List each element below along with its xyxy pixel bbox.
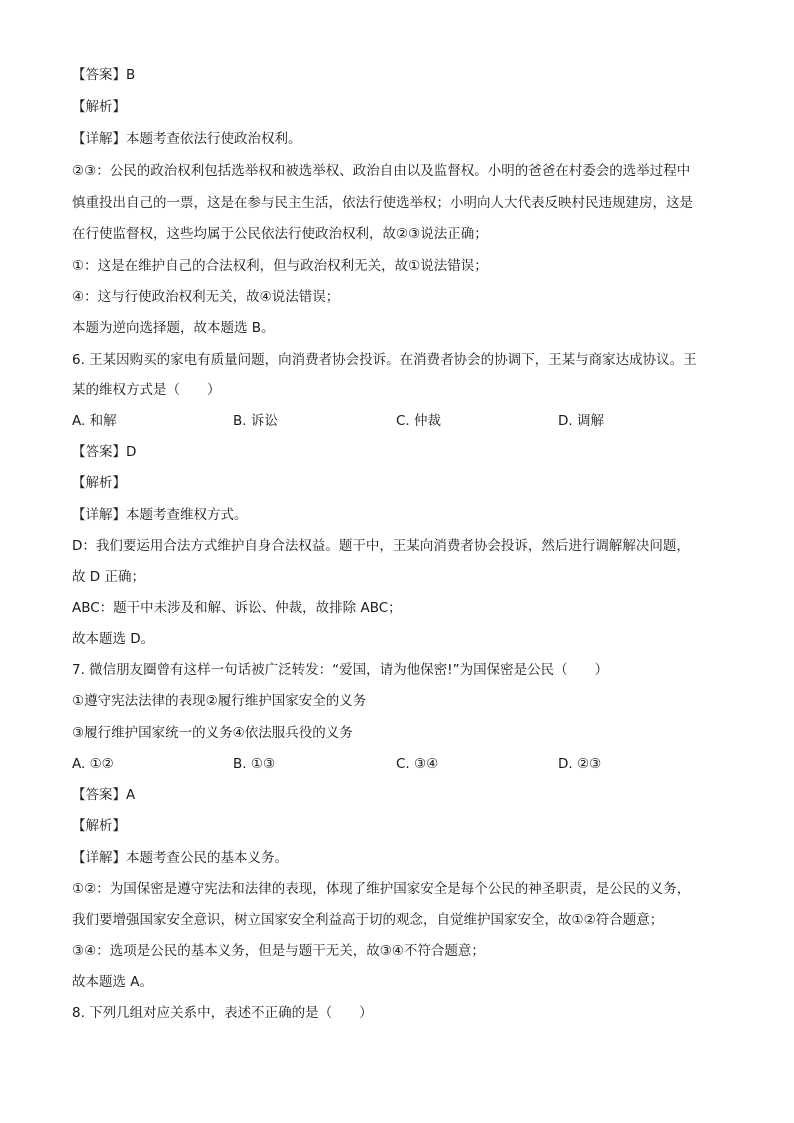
q6-detail: 【详解】本题考查维权方式。 [72, 507, 248, 523]
q7-stem: 7. 微信朋友圈曾有这样一句话被广泛转发：“爱国，请为他保密!”为国保密是公民（ ） [72, 662, 609, 678]
q6-paragraph-line: D：我们要运用合法方式维护自身合法权益。题干中，王某向消费者协会投诉，然后进行调解解决问题， [72, 538, 690, 554]
q6-option-a: A. 和解 [72, 413, 117, 429]
q7-detail: 【详解】本题考查公民的基本义务。 [72, 850, 288, 866]
q7-paragraph-line: 我们要增强国家安全意识，树立国家安全利益高于切的观念，自觉维护国家安全，故①②符合题意； [72, 912, 664, 928]
q5-paragraph: ①：这是在维护自己的合法权利，但与政治权利无关，故①说法错误； [72, 258, 488, 274]
q6-paragraph-line: 故 D 正确； [72, 569, 145, 585]
q6-conclusion: 故本题选 D。 [72, 631, 155, 647]
q7-items-line: ③履行维护国家统一的义务④依法服兵役的义务 [72, 725, 353, 741]
q5-answer: 【答案】B [72, 67, 136, 83]
q6-option-b: B. 诉讼 [233, 413, 278, 429]
q5-paragraph-line: 慎重投出自己的一票，这是在参与民主生活，依法行使选举权；小明向人大代表反映村民违规建房，这是 [72, 195, 693, 211]
q5-paragraph-line: 在行使监督权，这些均属于公民依法行使政治权利，故②③说法正确； [72, 226, 488, 242]
q8-stem: 8. 下列几组对应关系中，表述不正确的是（ ） [72, 1005, 373, 1021]
q7-option-a: A. ①② [72, 756, 114, 772]
q6-answer: 【答案】D [72, 444, 137, 460]
q7-conclusion: 故本题选 A。 [72, 974, 154, 990]
q7-paragraph-line: ①②：为国保密是遵守宪法和法律的表现，体现了维护国家安全是每个公民的神圣职责，是公民的义务， [72, 881, 691, 897]
q5-paragraph-line: ②③：公民的政治权利包括选举权和被选举权、政治自由以及监督权。小明的爸爸在村委会的选举过程中 [72, 163, 691, 179]
q6-stem-line: 某的维权方式是（ ） [72, 382, 221, 398]
q7-analysis-heading: 【解析】 [72, 818, 126, 834]
q5-detail: 【详解】本题考查依法行使政治权利。 [72, 131, 302, 147]
q7-option-b: B. ①③ [233, 756, 276, 772]
q7-option-d: D. ②③ [558, 756, 602, 772]
q6-paragraph: ABC：题干中未涉及和解、诉讼、仲裁，故排除 ABC； [72, 600, 402, 616]
q7-option-c: C. ③④ [396, 756, 439, 772]
q7-answer: 【答案】A [72, 787, 136, 803]
q5-paragraph: ④：这与行使政治权利无关，故④说法错误； [72, 289, 340, 305]
q5-analysis-heading: 【解析】 [72, 99, 126, 115]
q7-items-line: ①遵守宪法法律的表现②履行维护国家安全的义务 [72, 693, 367, 709]
q6-analysis-heading: 【解析】 [72, 475, 126, 491]
q6-option-d: D. 调解 [558, 413, 604, 429]
q6-option-c: C. 仲裁 [396, 413, 442, 429]
q5-conclusion: 本题为逆向选择题，故本题选 B。 [72, 320, 275, 336]
q7-paragraph: ③④：选项是公民的基本义务，但是与题干无关，故③④不符合题意； [72, 943, 485, 959]
q6-stem-line: 6. 王某因购买的家电有质量问题，向消费者协会投诉。在消费者协会的协调下，王某与商家达成协议。王 [72, 352, 697, 368]
